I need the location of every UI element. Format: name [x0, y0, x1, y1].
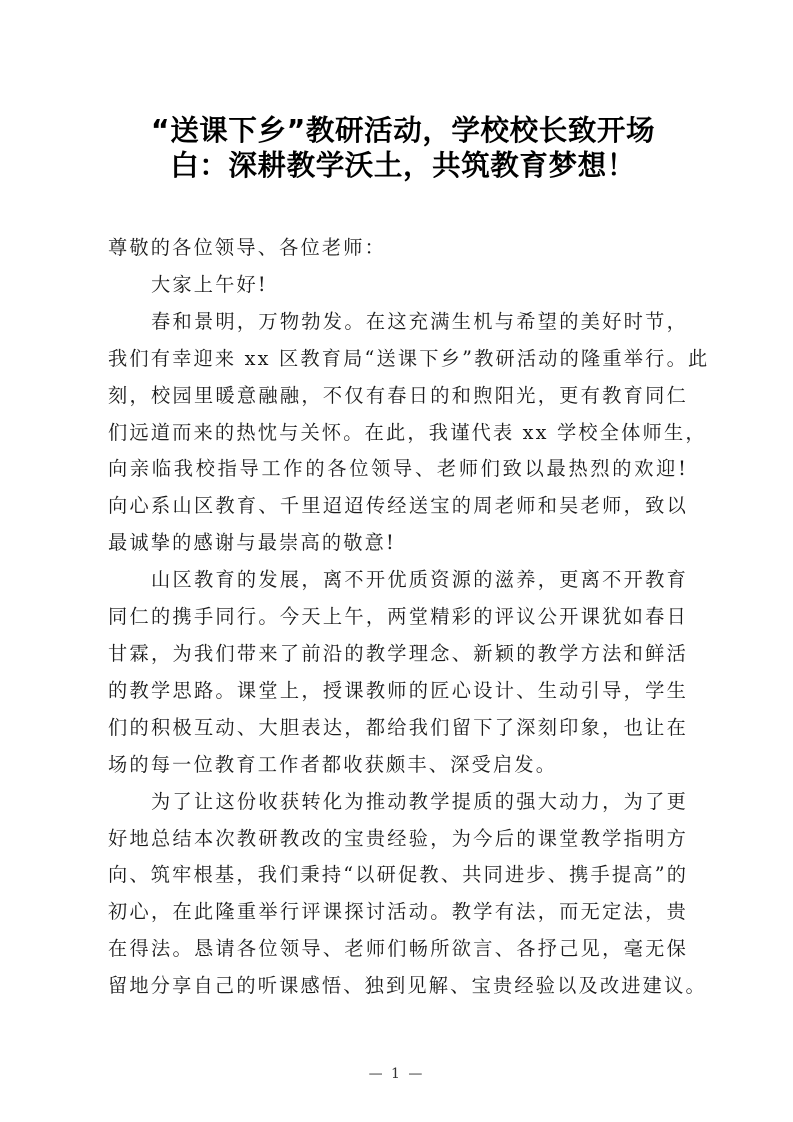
paragraph-1-cont — [108, 341, 710, 562]
paragraph-line: 向亲临我校指导工作的各位领导、老师们致以最热烈的欢迎! — [108, 457, 688, 481]
paragraph-line: 同仁的携手同行。今天上午，两堂精彩的评议公开课犹如春日 — [108, 605, 688, 629]
paragraph-1 — [108, 304, 688, 341]
paragraph-line: 春和景明，万物勃发。在这充满生机与希望的美好时节， — [151, 309, 688, 333]
paragraph-2-cont — [108, 599, 688, 784]
paragraph-line: 我们有幸迎来 xx 区教育局“送课下乡”教研活动的隆重举行。此 — [108, 346, 710, 370]
paragraph-line: 留地分享自己的听课感悟、独到见解、宝贵经验以及改进建议。 — [108, 974, 707, 998]
paragraph-line: 好地总结本次教研教改的宝贵经验，为今后的课堂教学指明方 — [108, 826, 688, 850]
paragraph-line: 最诚挚的感谢与最崇高的敬意! — [108, 531, 396, 555]
title-line-2: 白：深耕教学沃土，共筑教育梦想！ — [170, 149, 636, 182]
paragraph-line: 初心，在此隆重举行评课探讨活动。教学有法，而无定法，贵 — [108, 900, 688, 924]
paragraph-line: 们远道而来的热忱与关怀。在此，我谨代表 xx 学校全体师生， — [108, 420, 707, 444]
salutation: 尊敬的各位领导、各位老师： — [108, 236, 387, 259]
paragraph-line: 在得法。恳请各位领导、老师们畅所欲言、各抒己见，毫无保 — [108, 937, 688, 961]
paragraph-line: 向心系山区教育、千里迢迢传经送宝的周老师和吴老师，致以 — [108, 494, 688, 518]
paragraph-2 — [108, 562, 688, 599]
paragraph-line: 刻，校园里暖意融融，不仅有春日的和煦阳光，更有教育同仁 — [108, 383, 688, 407]
greeting: 大家上午好! — [151, 272, 268, 296]
paragraph-line: 向、筑牢根基，我们秉持“以研促教、共同进步、携手提高”的 — [108, 863, 689, 887]
paragraph-line: 甘霖，为我们带来了前沿的教学理念、新颖的教学方法和鲜活 — [108, 641, 688, 665]
paragraph-3-cont — [108, 821, 707, 1006]
paragraph-line: 山区教育的发展，离不开优质资源的滋养，更离不开教育 — [151, 568, 688, 592]
paragraph-3 — [108, 784, 688, 821]
document-body — [108, 230, 710, 1005]
title-line-1: “送课下乡”教研活动，学校校长致开场 — [150, 114, 656, 147]
paragraph-line: 的教学思路。课堂上，授课教师的匠心设计、生动引导，学生 — [108, 678, 688, 702]
paragraph-line: 场的每一位教育工作者都收获颇丰、深受启发。 — [108, 752, 558, 776]
document-title — [108, 113, 698, 183]
paragraph-line: 为了让这份收获转化为推动教学提质的强大动力，为了更 — [151, 789, 688, 813]
page-number: — 1 — — [368, 1066, 425, 1082]
paragraph-line: 们的积极互动、大胆表达，都给我们留下了深刻印象，也让在 — [108, 715, 688, 739]
